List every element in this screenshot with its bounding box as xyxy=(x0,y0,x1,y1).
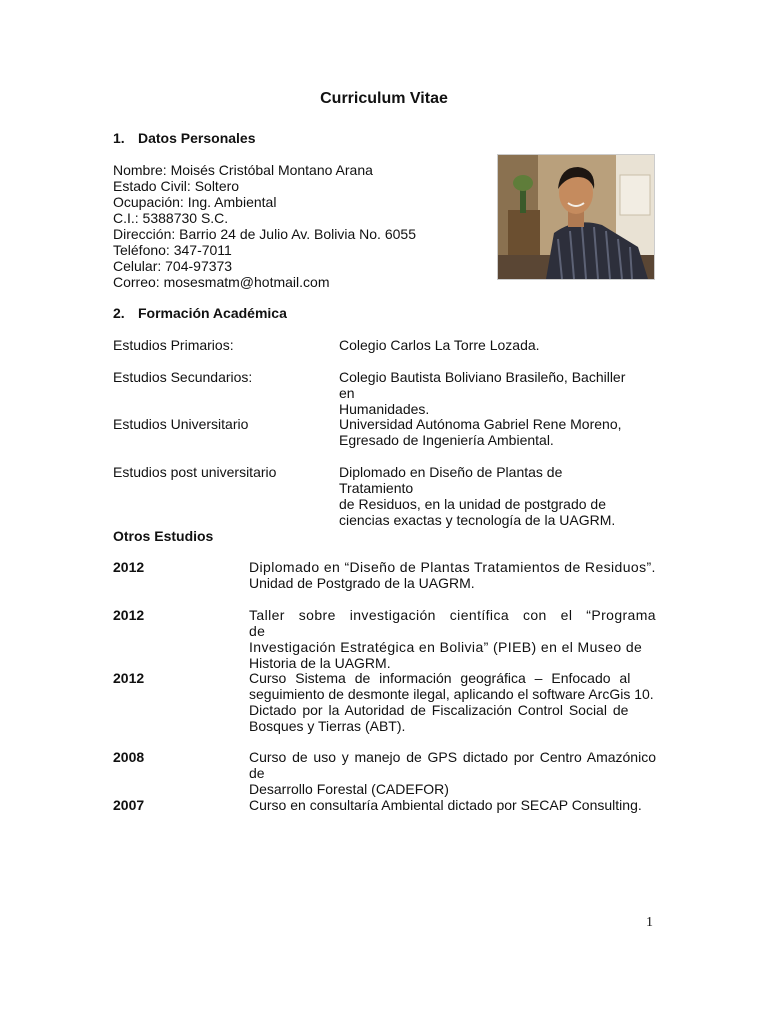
page-number: 1 xyxy=(646,915,653,930)
academic-value xyxy=(339,337,639,353)
study-year: 2007 xyxy=(113,797,145,813)
personal-address: Dirección: Barrio 24 de Julio Av. Bolivia No. 6055 xyxy=(113,226,416,242)
academic-label: Estudios Universitario xyxy=(113,416,249,432)
academic-value-line: Universidad Autónoma Gabriel Rene Moreno, xyxy=(339,416,622,432)
study-year: 2012 xyxy=(113,670,145,686)
study-description xyxy=(249,607,656,671)
personal-cellphone: Celular: 704-97373 xyxy=(113,258,233,274)
study-year: 2008 xyxy=(113,749,145,765)
profile-photo-image xyxy=(498,155,654,279)
academic-value-line: de Residuos, en la unidad de postgrado de xyxy=(339,496,606,512)
study-line: Unidad de Postgrado de la UAGRM. xyxy=(249,575,475,591)
study-line: Bosques y Tierras (ABT). xyxy=(249,718,406,734)
study-line: Dictado por la Autoridad de Fiscalización Control Social de xyxy=(249,702,629,718)
academic-value-line: Colegio Carlos La Torre Lozada. xyxy=(339,337,540,353)
study-line: Curso Sistema de información geográfica – Enfocado al xyxy=(249,670,631,686)
academic-value-line: Colegio Bautista Boliviano Brasileño, Bachiller en xyxy=(339,369,626,401)
study-line: seguimiento de desmonte ilegal, aplicando el software ArcGis 10. xyxy=(249,686,654,702)
section-heading-academic xyxy=(113,305,287,321)
academic-value-line: ciencias exactas y tecnología de la UAGRM. xyxy=(339,512,616,528)
academic-value xyxy=(339,464,639,528)
study-line: Historia de la UAGRM. xyxy=(249,655,391,671)
section-number: 1. xyxy=(113,130,125,146)
study-line: Curso de uso y manejo de GPS dictado por Centro Amazónico de xyxy=(249,749,656,781)
study-description xyxy=(249,559,656,591)
study-line: Taller sobre investigación científica con el “Programa de xyxy=(249,607,656,639)
section-number: 2. xyxy=(113,305,125,321)
academic-value-line: Egresado de Ingeniería Ambiental. xyxy=(339,432,554,448)
personal-phone: Teléfono: 347-7011 xyxy=(113,242,232,258)
academic-label: Estudios Secundarios: xyxy=(113,369,253,385)
personal-civil-status: Estado Civil: Soltero xyxy=(113,178,240,194)
academic-label: Estudios post universitario xyxy=(113,464,277,480)
study-description xyxy=(249,749,656,797)
personal-name: Nombre: Moisés Cristóbal Montano Arana xyxy=(113,162,373,178)
personal-id: C.I.: 5388730 S.C. xyxy=(113,210,229,226)
personal-email: Correo: mosesmatm@hotmail.com xyxy=(113,274,330,290)
academic-value-line: Diplomado en Diseño de Plantas de Tratamiento xyxy=(339,464,563,496)
study-line: Curso en consultaría Ambiental dictado por SECAP Consulting. xyxy=(249,797,642,813)
study-line: Desarrollo Forestal (CADEFOR) xyxy=(249,781,449,797)
profile-photo xyxy=(497,154,655,280)
section-heading-personal xyxy=(113,130,256,146)
section-title: Datos Personales xyxy=(138,130,256,146)
study-year: 2012 xyxy=(113,559,145,575)
personal-occupation: Ocupación: Ing. Ambiental xyxy=(113,194,277,210)
section-title: Formación Académica xyxy=(138,305,287,321)
study-year: 2012 xyxy=(113,607,145,623)
study-line: Diplomado en “Diseño de Plantas Tratamientos de Residuos”. xyxy=(249,559,656,575)
section-heading-other: Otros Estudios xyxy=(113,528,214,544)
academic-value-line: Humanidades. xyxy=(339,401,430,417)
study-line: Investigación Estratégica en Bolivia” (PIEB) en el Museo de xyxy=(249,639,643,655)
document-title: Curriculum Vitae xyxy=(320,90,448,107)
study-description xyxy=(249,670,656,734)
academic-label: Estudios Primarios: xyxy=(113,337,234,353)
study-description xyxy=(249,797,656,813)
academic-value xyxy=(339,416,639,448)
academic-value xyxy=(339,369,639,417)
